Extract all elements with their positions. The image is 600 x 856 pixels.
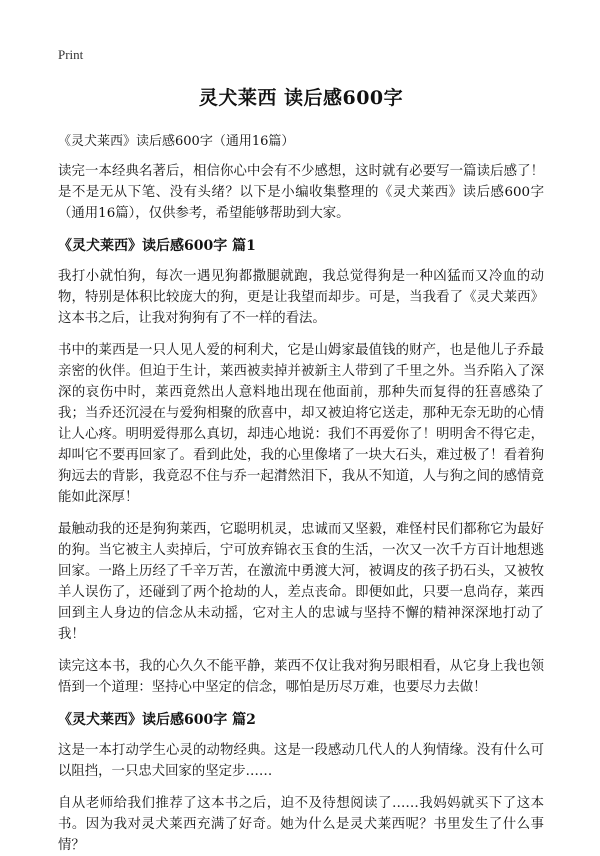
section-1-paragraph-4: 读完这本书，我的心久久不能平静，莱西不仅让我对狗另眼相看，从它身上我也领悟到一个道理：坚持心中坚定的信念，哪怕是历尽万难，也要尽力去做！	[58, 659, 544, 695]
section-1-paragraph-2: 书中的莱西是一只人见人爱的柯利犬，它是山姆家最值钱的财产，也是他儿子乔最亲密的伙伴。但迫于生计，莱西被卖掉并被新主人带到了千里之外。当乔陷入了深深的哀伤中时，莱西竟然出人意料地出现在他面前，那种失而复得的狂喜感染了我；当乔还沉浸在与爱狗相聚的欣喜中，却又被迫将它送走，那种无奈无助的心情让人心疼。明明爱得那么真切，却违心地说：我们不再爱你了！明明舍不得它走，却叫它不要再回家了。看到此处，我的心里像堵了一块大石头，难过极了！看着狗狗远去的背影，我竟忍不住与乔一起潸然泪下，我从不知道，人与狗之间的感情竟能如此深厚！	[58, 343, 544, 505]
section-2-paragraph-1: 这是一本打动学生心灵的动物经典。这是一段感动几代人的人狗情缘。没有什么可以阻挡，一只忠犬回家的坚定步……	[58, 743, 544, 779]
intro-paragraph: 读完一本经典名著后，相信你心中会有不少感想，这时就有必要写一篇读后感了！是不是无从下笔、没有头绪？以下是小编收集整理的《灵犬莱西》读后感600字（通用16篇），仅供参考，希望能够帮助到大家。	[58, 164, 544, 221]
document-subtitle: 《灵犬莱西》读后感600字（通用16篇）	[58, 134, 295, 149]
section-2-paragraph-2: 自从老师给我们推荐了这本书之后，迫不及待想阅读了……我妈妈就买下了这本书。因为我对灵犬莱西充满了好奇。她为什么是灵犬莱西呢？书里发生了什么事情？	[58, 796, 544, 853]
section-1-paragraph-1: 我打小就怕狗，每次一遇见狗都撒腿就跑，我总觉得狗是一种凶猛而又冷血的动物，特别是体积比较庞大的狗，更是让我望而却步。可是，当我看了《灵犬莱西》这本书之后，让我对狗狗有了不一样的看法。	[58, 269, 544, 326]
section-1-paragraph-3: 最触动我的还是狗狗莱西，它聪明机灵，忠诚而又坚毅，难怪村民们都称它为最好的狗。当它被主人卖掉后，宁可放弃锦衣玉食的生活，一次又一次千方百计地想逃回家。一路上历经了千辛万苦，在激流中勇渡大河，被调皮的孩子扔石头，又被牧羊人误伤了，还碰到了两个抢劫的人，差点丧命。即便如此，只要一息尚存，莱西回到主人身边的信念从未动摇，它对主人的忠诚与坚持不懈的精神深深地打动了我！	[58, 522, 544, 642]
section-heading-2: 《灵犬莱西》读后感600字 篇2	[58, 712, 256, 728]
section-heading-1: 《灵犬莱西》读后感600字 篇1	[58, 238, 256, 254]
document-title: 灵犬莱西 读后感600字	[198, 87, 404, 109]
print-link[interactable]: Print	[58, 47, 84, 62]
